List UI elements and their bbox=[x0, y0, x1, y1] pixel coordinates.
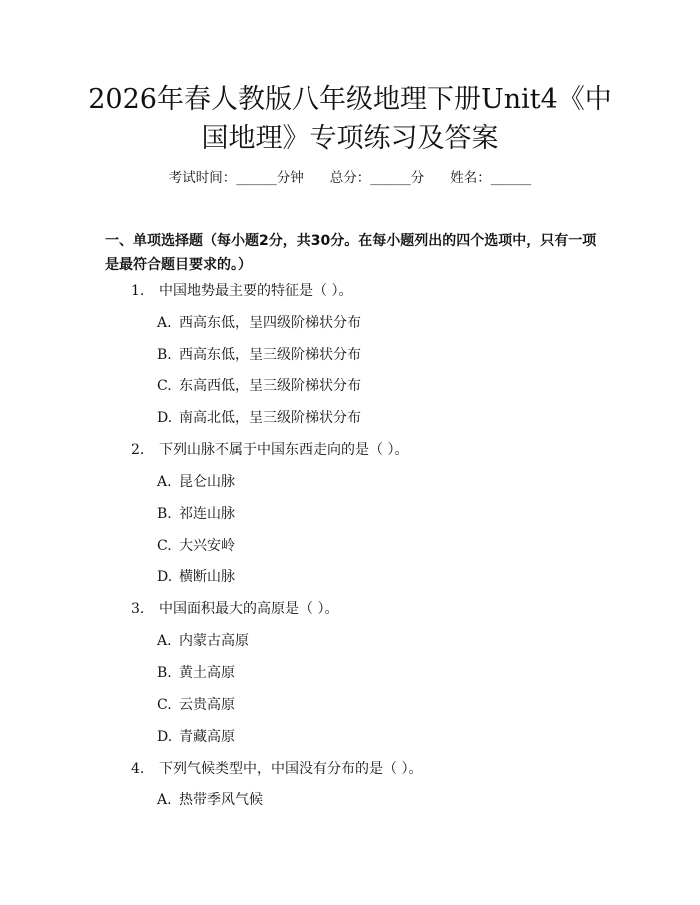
option-letter: A. bbox=[157, 792, 172, 808]
name-field: 姓名：______ bbox=[450, 170, 532, 186]
option-4a bbox=[157, 790, 263, 810]
question-3 bbox=[131, 599, 338, 619]
option-text: 热带季风气候 bbox=[179, 792, 263, 808]
option-text: 内蒙古高原 bbox=[179, 633, 249, 649]
option-text: 黄土高原 bbox=[179, 665, 235, 681]
option-letter: B. bbox=[157, 665, 172, 681]
section-heading-line-1: 一、单项选择题（每小题2分，共30分。在每小题列出的四个选项中，只有一项 bbox=[105, 233, 597, 249]
option-2d bbox=[157, 567, 235, 587]
section-heading-line-2: 是最符合题目要求的。） bbox=[105, 257, 252, 273]
option-text: 大兴安岭 bbox=[179, 538, 235, 554]
option-text: 西高东低，呈四级阶梯状分布 bbox=[179, 315, 361, 331]
option-3a bbox=[157, 631, 249, 651]
option-letter: D. bbox=[157, 410, 173, 426]
question-number: 3. bbox=[131, 601, 145, 617]
question-number: 4. bbox=[131, 761, 145, 777]
option-text: 昆仑山脉 bbox=[179, 474, 235, 490]
exam-info-line bbox=[0, 168, 700, 188]
option-letter: A. bbox=[157, 315, 172, 331]
option-2a bbox=[157, 472, 235, 492]
option-1d bbox=[157, 408, 361, 428]
option-letter: B. bbox=[157, 347, 172, 363]
option-letter: B. bbox=[157, 506, 172, 522]
option-text: 南高北低，呈三级阶梯状分布 bbox=[179, 410, 361, 426]
option-3b bbox=[157, 663, 235, 683]
option-text: 祁连山脉 bbox=[179, 506, 235, 522]
question-text: 中国面积最大的高原是（ ）。 bbox=[159, 601, 339, 617]
option-text: 西高东低，呈三级阶梯状分布 bbox=[179, 347, 361, 363]
option-3c bbox=[157, 695, 235, 715]
option-1c bbox=[157, 376, 361, 396]
question-4 bbox=[131, 759, 422, 779]
document-title-line-2: 国地理》专项练习及答案 bbox=[201, 123, 499, 154]
option-text: 横断山脉 bbox=[179, 569, 235, 585]
option-text: 东高西低，呈三级阶梯状分布 bbox=[179, 378, 361, 394]
question-2 bbox=[131, 440, 408, 460]
document-title-line-1: 2026年春人教版八年级地理下册Unit4《中 bbox=[88, 84, 612, 115]
option-letter: A. bbox=[157, 633, 172, 649]
option-letter: D. bbox=[157, 729, 173, 745]
option-letter: C. bbox=[157, 538, 172, 554]
option-letter: D. bbox=[157, 569, 173, 585]
option-text: 青藏高原 bbox=[179, 729, 235, 745]
question-text: 下列气候类型中，中国没有分布的是（ ）。 bbox=[159, 761, 423, 777]
option-text: 云贵高原 bbox=[179, 697, 235, 713]
option-letter: C. bbox=[157, 697, 172, 713]
question-text: 中国地势最主要的特征是（ ）。 bbox=[159, 283, 353, 299]
question-number: 2. bbox=[131, 442, 145, 458]
question-number: 1. bbox=[131, 283, 145, 299]
option-3d bbox=[157, 727, 235, 747]
option-2b bbox=[157, 504, 235, 524]
question-1 bbox=[131, 281, 352, 301]
exam-time-field: 考试时间：______分钟 bbox=[168, 170, 304, 186]
option-2c bbox=[157, 536, 235, 556]
option-1a bbox=[157, 313, 361, 333]
total-score-field: 总分：______分 bbox=[329, 170, 425, 186]
option-1b bbox=[157, 345, 361, 365]
option-letter: C. bbox=[157, 378, 172, 394]
option-letter: A. bbox=[157, 474, 172, 490]
question-text: 下列山脉不属于中国东西走向的是（ ）。 bbox=[159, 442, 409, 458]
